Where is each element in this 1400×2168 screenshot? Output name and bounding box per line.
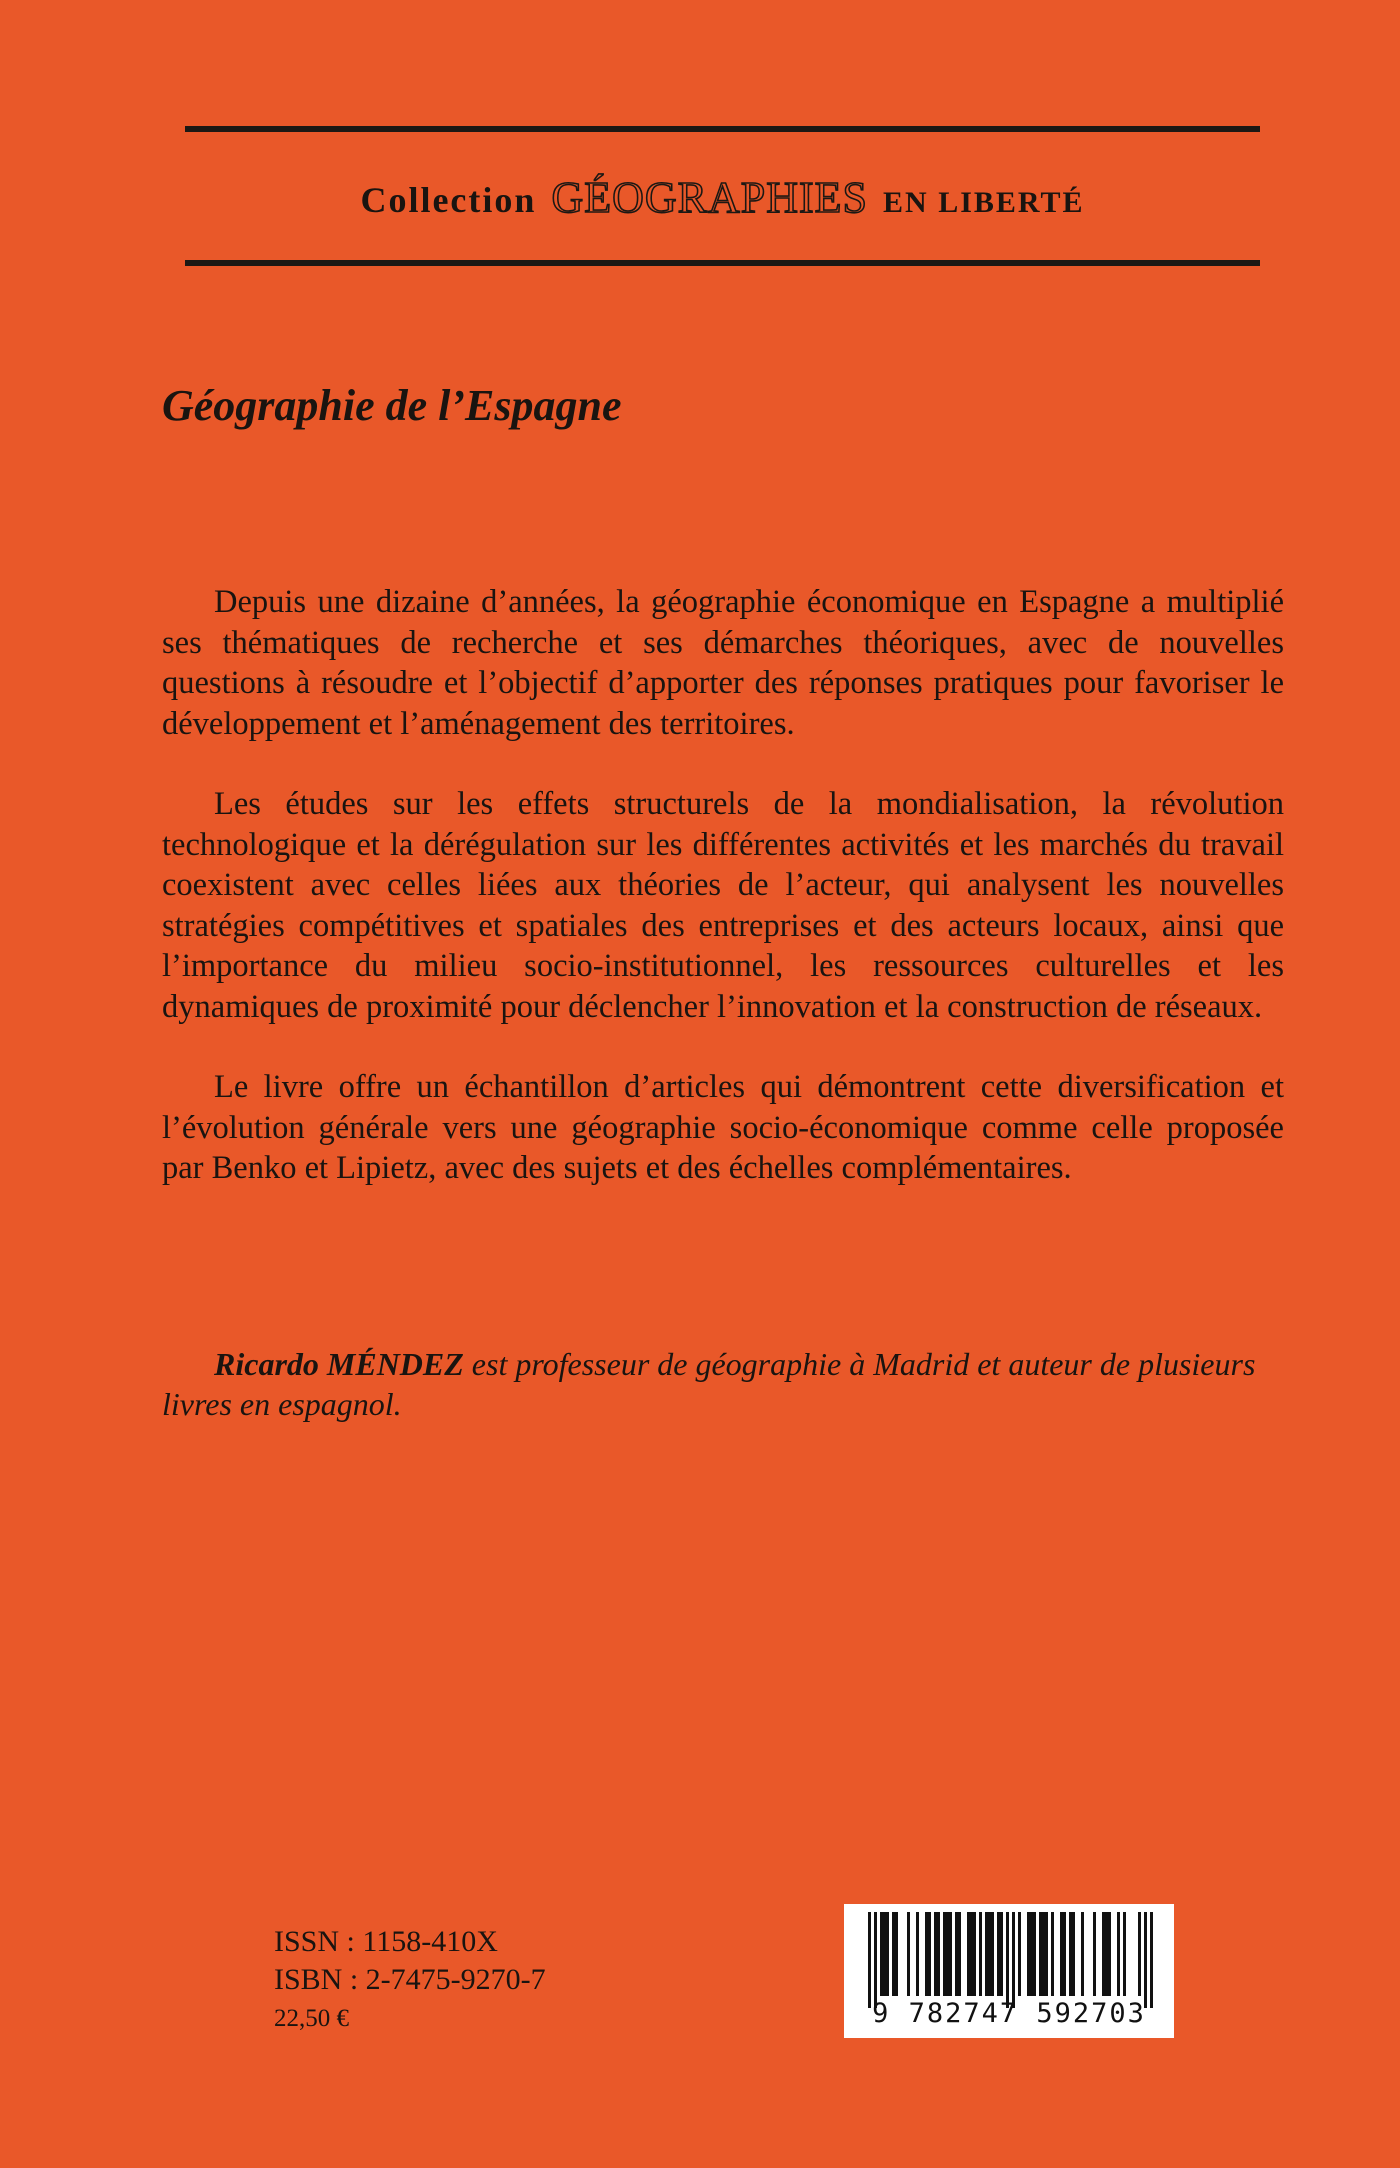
barcode-bar [1063,1912,1066,1996]
barcode-bar [1000,1912,1003,1996]
collection-series: GÉOGRAPHIES [551,173,869,222]
publication-codes [274,1923,546,2039]
barcode-bar [949,1912,952,1996]
barcode-bar [970,1912,973,1996]
barcode-bar [1042,1912,1045,1996]
barcode-bar [946,1912,949,1996]
barcode-bar [1108,1912,1111,1996]
paragraph: Le livre offre un échantillon d’articles qui démontrent cette diversification et l’évolution générale vers une géographie socio-économique comme celle proposée par Benko et Lipietz, avec des sujets et des échelles complémentaires. [162,1069,1284,1186]
barcode-bar [1006,1912,1009,2008]
barcode-bar [979,1912,982,1996]
barcode-bar [868,1912,871,2008]
barcode-bar [1105,1912,1108,1996]
barcode-bar [985,1912,988,1996]
top-rule [185,126,1260,132]
barcode-bar [916,1912,919,1996]
price: 22,50 € [274,2005,349,2032]
barcode-bar [1117,1912,1120,1996]
barcode [844,1904,1174,2038]
isbn: ISBN : 2-7475-9270-7 [274,1963,546,1996]
barcode-bar [1144,1912,1147,2008]
barcode-bar [892,1912,895,1996]
barcode-bar [874,1912,877,2008]
barcode-bar [1081,1912,1084,1996]
barcode-bar [1102,1912,1105,1996]
author-bio: est professeur de géographie à Madrid et auteur de plusieurs livres en espagnol. [162,1346,1256,1422]
paragraph: Depuis une dizaine d’années, la géographie économique en Espagne a multiplié ses thématiques de recherche et ses démarches théoriques, avec de nouvelles questions à résoudre et l’objectif d’apporter des réponses pratiques pour favoriser le développement et l’aménagement des territoires. [162,584,1284,742]
barcode-bar [997,1912,1000,1996]
collection-suffix: EN LIBERTÉ [883,186,1085,219]
barcode-bar [1012,1912,1015,2008]
barcode-bar [1051,1912,1054,1996]
barcode-bar [925,1912,928,1996]
barcode-bar [1060,1912,1063,1996]
collection-prefix: Collection [360,180,537,220]
collection-header [185,172,1260,223]
barcode-bar [937,1912,940,1996]
barcode-bar [895,1912,898,1996]
barcode-bar [967,1912,970,1996]
barcode-digits: 9 782747 592703 [872,1998,1146,2029]
barcode-bar [1039,1912,1042,1996]
barcode-bar [991,1912,994,1996]
barcode-bar [955,1912,958,1996]
barcode-bar [973,1912,976,1996]
barcode-bar [883,1912,886,1996]
barcode-bar [1093,1912,1096,1996]
barcode-bar [886,1912,889,1996]
barcode-bar [907,1912,910,1996]
description [162,582,1284,1229]
bottom-rule [185,260,1260,266]
barcode-bar [1138,1912,1141,1996]
author-note [162,1344,1284,1424]
barcode-bar [928,1912,931,1996]
barcode-bar [1123,1912,1126,1996]
author-name: Ricardo MÉNDEZ [214,1346,464,1382]
paragraph: Les études sur les effets structurels de la mondialisation, la révolution technologique et la dérégulation sur les différentes activités et les marchés du travail coexistent avec celles liées aux théories de l’acteur, qui analysent les nouvelles stratégies compétitives et spatiales des entreprises et des acteurs locaux, ainsi que l’importance du milieu socio-institutionnel, les ressources culturelles et les dynamiques de proximité pour déclencher l’innovation et la construction de réseaux. [162,786,1284,1025]
issn: ISSN : 1158-410X [274,1925,498,1958]
barcode-bar [1027,1912,1030,1996]
barcode-bar [988,1912,991,1996]
barcode-bar [934,1912,937,1996]
barcode-bar [1033,1912,1036,1996]
book-title: Géographie de l’Espagne [162,381,622,430]
barcode-bar [1018,1912,1021,1996]
barcode-bar [1150,1912,1153,2008]
barcode-bar [1045,1912,1048,1996]
barcode-bar [880,1912,883,1996]
barcode-bar [1030,1912,1033,1996]
barcode-bar [1072,1912,1075,1996]
barcode-bar [958,1912,961,1996]
barcode-bar [943,1912,946,1996]
barcode-bar [1069,1912,1072,1996]
